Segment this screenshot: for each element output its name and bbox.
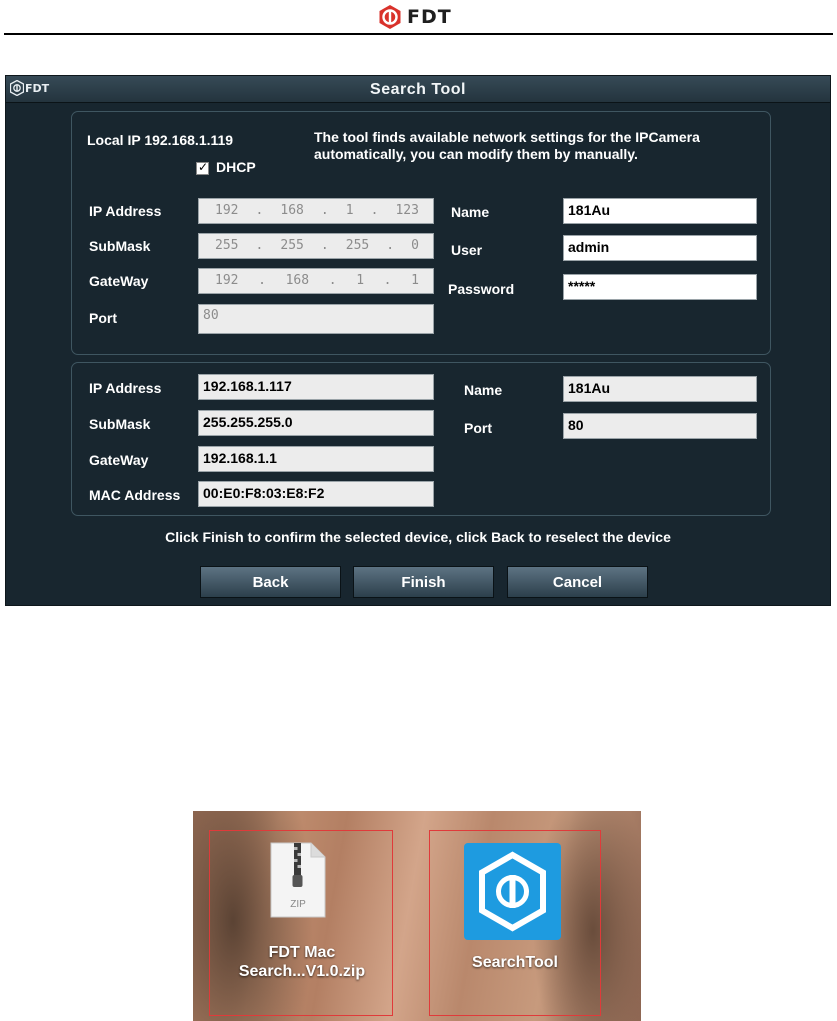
title-bar[interactable] xyxy=(6,76,830,103)
device-port-field: 80 xyxy=(563,413,757,439)
dhcp-checkbox[interactable] xyxy=(196,162,209,175)
ip-address-label: IP Address xyxy=(89,203,162,219)
user-input[interactable]: admin xyxy=(563,235,757,261)
device-ip-label: IP Address xyxy=(89,380,162,396)
back-button[interactable]: Back xyxy=(200,566,341,598)
ip-octet: 255 xyxy=(215,238,239,253)
name-input[interactable]: 181Au xyxy=(563,198,757,224)
port-input[interactable]: 80 xyxy=(198,304,434,334)
window-title: Search Tool xyxy=(370,81,466,98)
searchtool-app-label[interactable]: SearchTool xyxy=(472,954,558,971)
ip-octet: 0 xyxy=(411,238,419,253)
device-port-label: Port xyxy=(464,420,492,436)
device-ip-field: 192.168.1.117 xyxy=(198,374,434,400)
ip-octet: 168 xyxy=(280,203,304,218)
gateway-input[interactable]: 192 . 168 . 1 . 1 xyxy=(198,268,434,294)
device-name-label: Name xyxy=(464,382,503,398)
device-name-field: 181Au xyxy=(563,376,757,402)
ip-address-input[interactable]: 192 . 168 . 1 . 123 xyxy=(198,198,434,224)
local-ip-label: Local IP 192.168.1.119 xyxy=(87,132,234,148)
instruction-text: Click Finish to confirm the selected device, click Back to reselect the device xyxy=(165,529,671,545)
submask-label: SubMask xyxy=(89,238,151,254)
check-icon: ✓ xyxy=(198,160,209,174)
zip-file-label[interactable] xyxy=(217,943,387,981)
zip-file-icon[interactable] xyxy=(269,841,327,919)
device-mac-field: 00:E0:F8:03:E8:F2 xyxy=(198,481,434,507)
gateway-label: GateWay xyxy=(89,273,149,289)
ip-octet: 192 xyxy=(215,203,239,218)
zip-type-label: ZIP xyxy=(290,899,306,910)
finish-button[interactable]: Finish xyxy=(353,566,494,598)
ip-octet: 255 xyxy=(280,238,304,253)
ip-octet: 255 xyxy=(345,238,370,253)
ip-octet: 1 xyxy=(356,273,365,288)
device-gateway-field: 192.168.1.1 xyxy=(198,446,434,472)
title-logo-text: FDT xyxy=(25,81,50,95)
ip-octet: 1 xyxy=(345,203,354,218)
zip-label-line: Search...V1.0.zip xyxy=(238,963,366,980)
device-submask-label: SubMask xyxy=(89,416,151,432)
page-header xyxy=(0,0,837,34)
brand xyxy=(377,4,452,30)
ip-octet: 123 xyxy=(395,203,419,218)
name-label: Name xyxy=(451,204,490,220)
ip-octet: 192 xyxy=(215,273,239,288)
user-label: User xyxy=(451,242,483,258)
desktop-screenshot xyxy=(193,811,641,1021)
ip-octet: 168 xyxy=(285,273,310,288)
search-tool-window xyxy=(5,75,831,606)
device-mac-label: MAC Address xyxy=(89,487,181,503)
brand-text: FDT xyxy=(407,6,452,28)
port-label: Port xyxy=(89,310,117,326)
description-text: The tool finds available network settings for the IPCamera automatically, you can modify them by manually. xyxy=(314,129,700,162)
password-input[interactable]: ***** xyxy=(563,274,757,300)
fdt-logo-icon xyxy=(377,4,403,30)
device-submask-field: 255.255.255.0 xyxy=(198,410,434,436)
dhcp-label: DHCP xyxy=(216,159,256,175)
cancel-button[interactable]: Cancel xyxy=(507,566,648,598)
searchtool-app-icon[interactable] xyxy=(464,843,561,940)
header-divider xyxy=(4,33,833,35)
device-gateway-label: GateWay xyxy=(89,452,149,468)
submask-input[interactable]: 255 . 255 . 255 . 0 xyxy=(198,233,434,259)
zip-label-line: FDT Mac xyxy=(268,944,336,961)
password-label: Password xyxy=(448,281,515,297)
ip-octet: 1 xyxy=(411,273,419,288)
